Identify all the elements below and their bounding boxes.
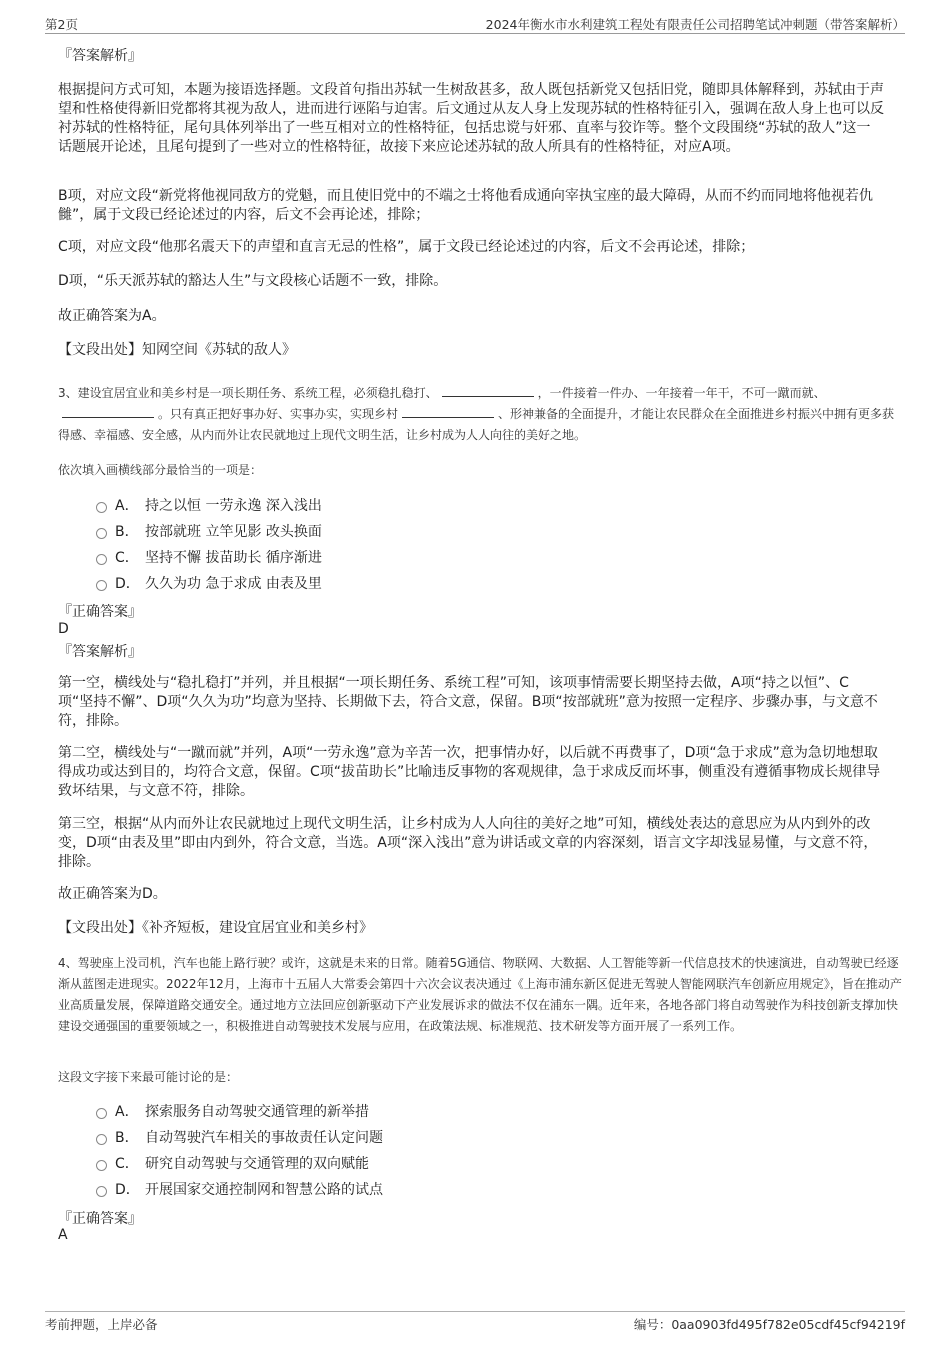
radio-icon[interactable] <box>96 1186 107 1197</box>
radio-icon[interactable] <box>96 554 107 565</box>
footer-slogan: 考前押题，上岸必备 <box>45 1317 158 1332</box>
document-title: 2024年衡水市水利建筑工程处有限责任公司招聘笔试冲刺题（带答案解析） <box>485 17 905 32</box>
q2-source: 【文段出处】知网空间《苏轼的敌人》 <box>58 342 296 358</box>
q3-answer: D <box>58 621 69 637</box>
radio-icon[interactable] <box>96 580 107 591</box>
q2-analysis-p4: D项，“乐天派苏轼的豁达人生”与文段核心话题不一致，排除。 <box>58 273 448 289</box>
q4-option-b[interactable]: B． 自动驾驶汽车相关的事故责任认定问题 <box>96 1127 383 1147</box>
q3-option-c[interactable]: C． 坚持不懈 拔苗助长 循序渐进 <box>96 547 322 567</box>
q3-source: 【文段出处】《补齐短板，建设宜居宜业和美乡村》 <box>58 920 373 936</box>
page-number: 第2页 <box>45 17 78 32</box>
q2-analysis-p2: B项，对应文段“新党将他视同敌方的党魁，而且使旧党中的不端之士将他看成通向宰执宝座的最大障碍，从而不约而同地将他视若仇雠”，属于文段已经论述过的内容，后文不会再论述，排除； <box>58 188 873 223</box>
q3-prompt: 依次填入画横线部分最恰当的一项是： <box>58 463 263 477</box>
q3-answer-label: 『正确答案』 <box>58 604 142 620</box>
page-footer <box>45 1311 905 1332</box>
q3-analysis-p3: 第三空，根据“从内而外让农民就地过上现代文明生活，让乡村成为人人向往的美好之地”可知，横线处表达的意思应为从内到外的改变，D项“由表及里”即由内到外，符合文意，当选。A项“深入浅出”意为讲话或文章的内容深刻，语言文字却浅显易懂，与文意不符，排除。 <box>58 816 878 870</box>
q3-question-text: 3、建设宜居宜业和美乡村是一项长期任务、系统工程，必须稳扎稳打、 ，一件接着一件办、一年接着一年干，不可一蹴而就、。只有真正把好事办好、实事办实，实现乡村 、形神兼备的全面提升，才能让农民群众在全面推进乡村振兴中拥有更多获得感、幸福感、安全感，从内而外让农民就地过上现代文明生活，让乡村成为人人向往的美好之地。 <box>58 386 895 442</box>
radio-icon[interactable] <box>96 1108 107 1119</box>
q4-question-text: 4、驾驶座上没司机，汽车也能上路行驶？或许，这就是未来的日常。随着5G通信、物联网、大数据、人工智能等新一代信息技术的快速演进，自动驾驶已经逐渐从蓝图走进现实。2022年12月，上海市十五届人大常委会第四十六次会议表决通过《上海市浦东新区促进无驾驶人智能网联汽车创新应用规定》，旨在推动产业高质量发展，保障道路交通安全。通过地方立法回应创新驱动下产业发展诉求的做法不仅在浦东一隅。近年来，各地各部门将自动驾驶作为科技创新支撑加快建设交通强国的重要领域之一，积极推进自动驾驶技术发展与应用，在政策法规、标准规范、技术研发等方面开展了一系列工作。 <box>58 956 902 1033</box>
q3-option-b[interactable]: B． 按部就班 立竿见影 改头换面 <box>96 521 322 541</box>
q2-analysis-label: 『答案解析』 <box>58 48 142 64</box>
page-header <box>45 13 905 34</box>
q3-analysis-p2: 第二空，横线处与“一蹴而就”并列，A项“一劳永逸”意为辛苦一次，把事情办好，以后就不再费事了，D项“急于求成”意为急切地想取得成功或达到目的，均符合文意，保留。C项“拔苗助长”比喻违反事物的客观规律，急于求成反而坏事，侧重没有遵循事物成长规律导致坏结果，与文意不符，排除。 <box>58 745 881 799</box>
answer-blank <box>402 405 494 418</box>
q4-option-d[interactable]: D． 开展国家交通控制网和智慧公路的试点 <box>96 1179 383 1199</box>
answer-blank <box>62 405 154 418</box>
radio-icon[interactable] <box>96 502 107 513</box>
radio-icon[interactable] <box>96 528 107 539</box>
q3-option-a[interactable]: A． 持之以恒 一劳永逸 深入浅出 <box>96 495 322 515</box>
q4-answer-label: 『正确答案』 <box>58 1211 142 1227</box>
q4-prompt: 这段文字接下来最可能讨论的是： <box>58 1070 239 1084</box>
q4-option-c[interactable]: C． 研究自动驾驶与交通管理的双向赋能 <box>96 1153 383 1173</box>
radio-icon[interactable] <box>96 1160 107 1171</box>
q4-option-a[interactable]: A． 探索服务自动驾驶交通管理的新举措 <box>96 1101 383 1121</box>
q2-analysis-p3: C项，对应文段“他那名震天下的声望和直言无忌的性格”，属于文段已经论述过的内容，后文不会再论述，排除； <box>58 239 755 255</box>
document-id: 编号：0aa0903fd495f782e05cdf45cf94219f <box>633 1317 905 1332</box>
answer-blank <box>442 384 534 397</box>
q3-options <box>96 495 322 593</box>
q3-analysis-p1: 第一空，横线处与“稳扎稳打”并列，并且根据“一项长期任务、系统工程”可知，该项事情需要长期坚持去做，A项“持之以恒”、C项“坚持不懈”、D项“久久为功”均意为坚持、长期做下去，符合文意，保留。B项“按部就班”意为按照一定程序、步骤办事，与文意不符，排除。 <box>58 675 878 729</box>
q3-analysis-label: 『答案解析』 <box>58 644 142 660</box>
q3-option-d[interactable]: D． 久久为功 急于求成 由表及里 <box>96 573 322 593</box>
q3-analysis-conclusion: 故正确答案为D。 <box>58 886 167 902</box>
q4-answer: A <box>58 1227 68 1243</box>
q2-analysis-conclusion: 故正确答案为A。 <box>58 308 166 324</box>
q2-analysis-p1: 根据提问方式可知，本题为接语选择题。文段首句指出苏轼一生树敌甚多，敌人既包括新党又包括旧党，随即具体解释到，苏轼由于声望和性格使得新旧党都将其视为敌人，进而进行诬陷与迫害。后文通过从友人身上发现苏轼的性格特征引入，强调在敌人身上也可以反衬苏轼的性格特征，尾句具体列举出了一些互相对立的性格特征，包括忠谠与奸邪、直率与狡诈等。整个文段围绕“苏轼的敌人”这一话题展开论述，且尾句提到了一些对立的性格特征，故接下来应论述苏轼的敌人所具有的性格特征，对应A项。 <box>58 82 884 155</box>
q4-options <box>96 1101 383 1199</box>
radio-icon[interactable] <box>96 1134 107 1145</box>
